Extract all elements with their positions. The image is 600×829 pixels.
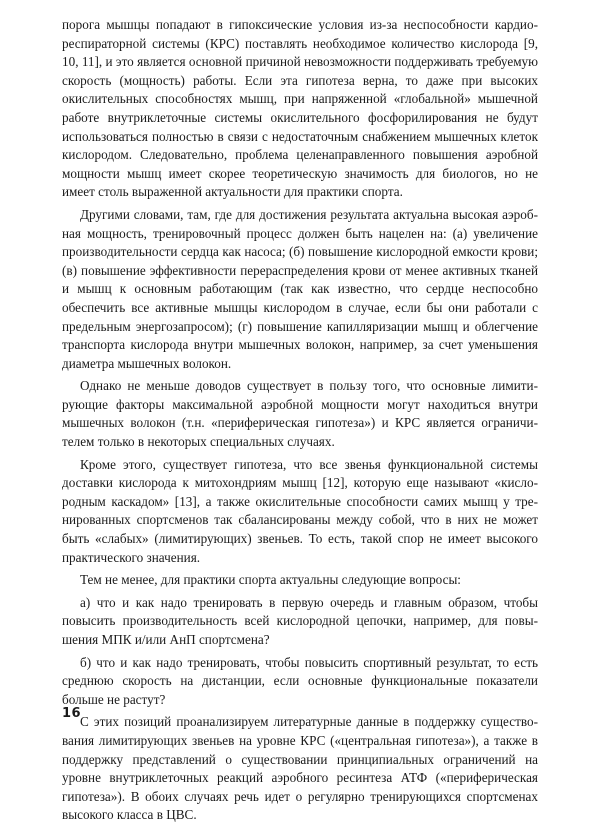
body-text (62, 16, 538, 829)
paragraph: б) что и как надо тренировать, чтобы повысить спортивный результат, то есть среднюю скорость на дистанции, если основные функциональные показатели больше не растут? (62, 654, 538, 707)
paragraph: Другими словами, там, где для достижения результата актуальна высокая аэробная мощность, тренировочный процесс должен быть нацелен на: (а) увеличение производительности сердца как насоса; (б) повышение кислородной емкости крови; (в) повышение эффективности перераспределения крови от менее активных тканей и мышц к основным работающим (так как известно, что сердце неспособно обеспечить все активные мышцы кислородом в случае, если бы они работали с предельным энергозапросом); (г) повышение капилляризации мышц и облегчение транспорта кислорода внутри мышечных волокон, например, за счет уменьшения диаметра мышечных волокон. (62, 206, 538, 371)
paragraph: Тем не менее, для практики спорта актуальны следующие вопросы: (80, 572, 461, 588)
paragraph: Однако не меньше доводов существует в пользу того, что основные лимитирующие факторы максимальной аэробной мощности могут находиться внутри мышечных волокон (т.н. «периферическая гипотеза») и КРС является ограничителем только в некоторых специальных случаях. (62, 378, 538, 450)
paragraph: С этих позиций проанализируем литературные данные в поддержку существования лимитирующих звеньев на уровне КРС («центральная гипотеза»), а также в поддержку представлений о существовании принципиальных ограничений на уровне внутриклеточных реакций аэробного ресинтеза АТФ («периферическая гипотеза»). В обоих случаях речь идет о регулярно тренирующихся спортсменах высокого класса в ЦВС. (62, 714, 538, 823)
paragraph: Кроме этого, существует гипотеза, что все звенья функциональной системы доставки кислорода к митохондриям мышц [12], которую еще называют «кислородным каскадом» [13], а также окислительные способности самих мышц у тренированных спортсменов так сбалансированы между собой, что в них не может быть «слабых» (лимитирующих) звеньев. То есть, такой спор не имеет высокого практического значения. (62, 456, 538, 565)
paragraph: а) что и как надо тренировать в первую очередь и главным образом, чтобы повысить производительность всей кислородной цепочки, например, для повышения МПК и/или АнП спортсмена? (62, 594, 538, 647)
page-number: 16 (62, 706, 82, 721)
paragraph: порога мышцы попадают в гипоксические условия из-за неспособности кардиореспираторной системы (КРС) поставлять необходимое количество кислорода [9, 10, 11], и это является основной причиной невозможности поддерживать требуемую скорость (мощность) работы. Если эта гипотеза верна, то даже при высоких окислительных способностях мышц, при напряженной «глобальной» мышечной работе внутриклеточные системы окислительного фосфорилирования не будут использоваться полностью в связи с недостаточным снабжением мышечных клеток кислородом. Следовательно, проблема целенаправленного повышения аэробной мощности мышц имеет скорее теоретическую значимость для биологов, но не имеет столь выраженной актуальности для практики спорта. (62, 17, 538, 200)
